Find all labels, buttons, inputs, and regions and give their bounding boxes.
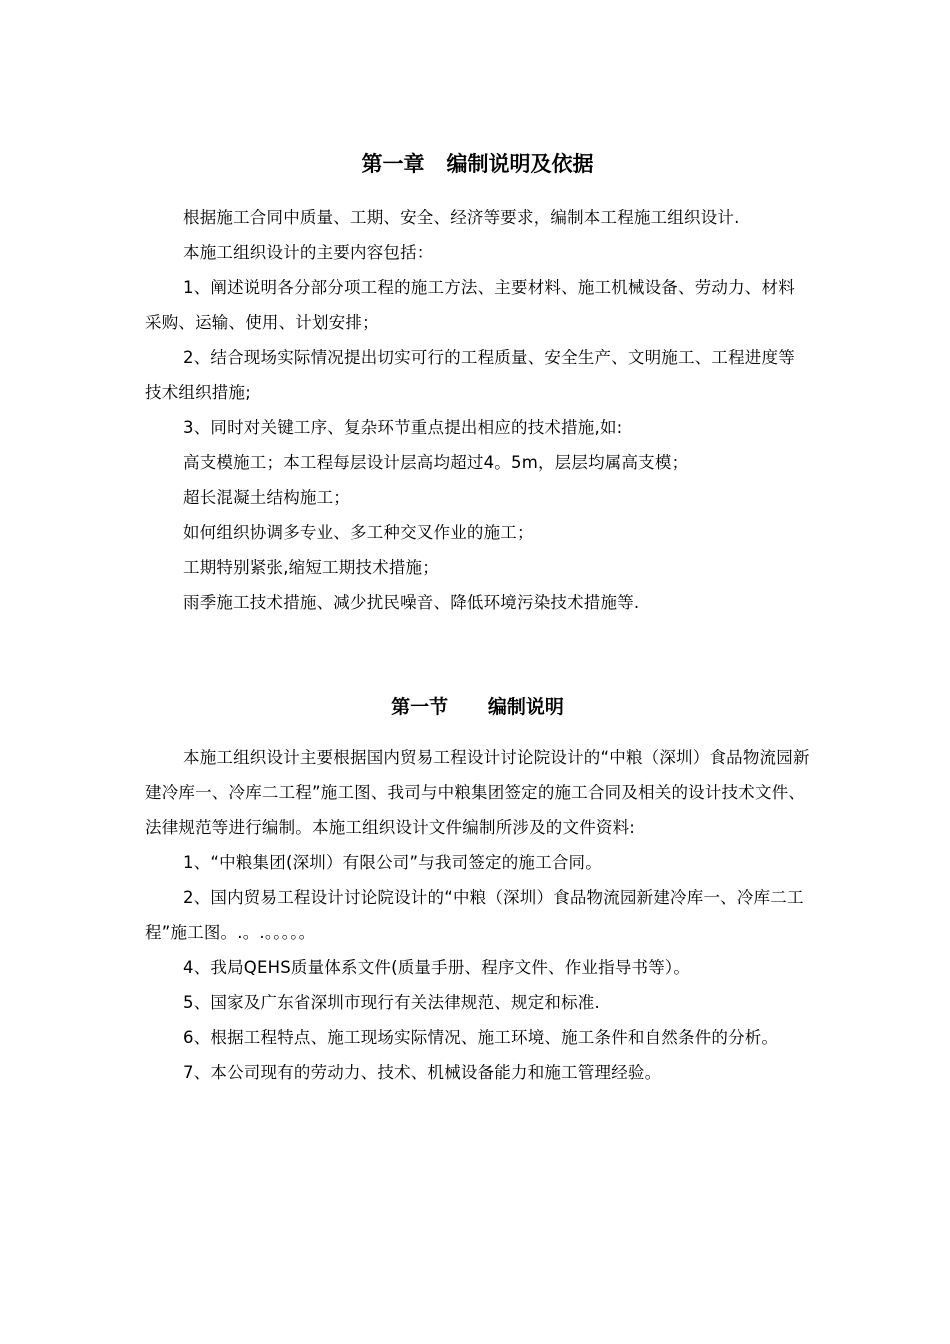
- chapter-paragraph: 本施工组织设计的主要内容包括：: [183, 243, 434, 262]
- section-paragraph: 5、国家及广东省深圳市现行有关法律规范、规定和标准.: [183, 993, 600, 1012]
- section-paragraph: 6、根据工程特点、施工现场实际情况、施工环境、施工条件和自然条件的分析。: [183, 1028, 779, 1047]
- section-body: [145, 740, 810, 1090]
- chapter-paragraph: 超长混凝土结构施工；: [183, 488, 350, 507]
- section-title: 第一节 编制说明: [391, 696, 564, 718]
- section-paragraph: 1、“中粮集团(深圳）有限公司”与我司签定的施工合同。: [183, 853, 602, 872]
- chapter-paragraph: 2、结合现场实际情况提出切实可行的工程质量、安全生产、文明施工、工程进度等技术组织措施;: [145, 348, 795, 402]
- section-paragraph: 2、国内贸易工程设计讨论院设计的“中粮（深圳）食品物流园新建冷库一、冷库二工程”施工图。.。.。。。。。: [145, 888, 804, 942]
- chapter-paragraph: 1、阐述说明各分部分项工程的施工方法、主要材料、施工机械设备、劳动力、材料采购、运输、使用、计划安排；: [145, 278, 795, 332]
- section-paragraph: 7、本公司现有的劳动力、技术、机械设备能力和施工管理经验。: [183, 1063, 662, 1082]
- chapter-title: 第一章 编制说明及依据: [361, 152, 594, 176]
- chapter-paragraph: 工期特别紧张,缩短工期技术措施；: [183, 558, 439, 577]
- section-paragraph: 4、我局QEHS质量体系文件(质量手册、程序文件、作业指导书等）。: [183, 958, 691, 977]
- chapter-paragraph: 高支模施工；本工程每层设计层高均超过4。5m，层层均属高支模；: [183, 453, 689, 472]
- chapter-paragraph: 如何组织协调多专业、多工种交叉作业的施工；: [183, 523, 534, 542]
- section-paragraph: 本施工组织设计主要根据国内贸易工程设计讨论院设计的“中粮（深圳）食品物流园新建冷库一、冷库二工程”施工图、我司与中粮集团签定的施工合同及相关的设计技术文件、法律规范等进行编制。本施工组织设计文件编制所涉及的文件资料:: [145, 748, 810, 837]
- chapter-body: [145, 200, 810, 620]
- chapter-paragraph: 3、同时对关键工序、复杂环节重点提出相应的技术措施,如:: [183, 418, 623, 437]
- chapter-paragraph: 根据施工合同中质量、工期、安全、经济等要求，编制本工程施工组织设计.: [183, 208, 740, 227]
- chapter-paragraph: 雨季施工技术措施、减少扰民噪音、降低环境污染技术措施等.: [183, 593, 640, 612]
